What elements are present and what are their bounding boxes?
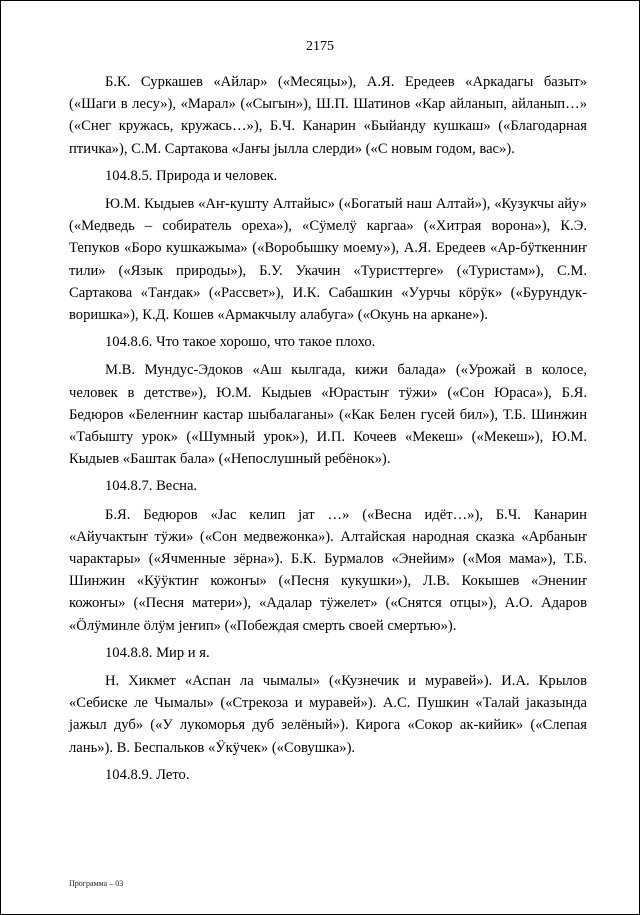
paragraph-world-works: Н. Хикмет «Аспан ла чымалы» («Кузнечик и муравей»). И.А. Крылов «Себиске ле Чымалы» («Стрекоза и муравей»). А.С. Пушкин «Талай јаказында јажыл дуб» («У лукоморья дуб зелёный»). Кирога «Сокор ак-кийик» («Слепая лань»). В. Беспальков «Ӱкӱчек» («Совушка»).: [69, 673, 587, 756]
section-heading-world-and-me: 104.8.8. Мир и я.: [105, 644, 210, 661]
page-number: 2175: [306, 39, 334, 54]
page-content: [69, 71, 587, 792]
section-heading-summer: 104.8.9. Лето.: [105, 766, 190, 783]
section-heading-good-bad: 104.8.6. Что такое хорошо, что такое плохо.: [105, 334, 376, 351]
paragraph-good-bad-works: М.В. Мундус-Эдоков «Аш кылгада, кижи балада» («Урожай в колосе, человек в детстве»), Ю.М. Кыдыев «Юрастыҥ тӱжи» («Сон Юраса»), Б.Я. Бедюров «Белеҥниҥ кастар шыбалаганы» («Как Белен гусей бил»), Т.Б. Шинжин «Табышту урок» («Шумный урок»), И.П. Кочеев «Мекеш» («Мекеш»), Ю.М. Кыдыев «Баштак бала» («Непослушный ребёнок»).: [69, 362, 587, 468]
page-footer: Программа – 03: [69, 879, 124, 888]
paragraph-nature-works: Ю.М. Кыдыев «Аҥ-кушту Алтайыс» («Богатый наш Алтай»), «Кузукчы айу» («Медведь – собиратель ореха»), «Сӱмелӱ каргаа» («Хитрая ворона»), К.Э. Тепуков «Боро кушкажыма» («Воробышку моему»), А.Я. Ередеев «Ар-бӱткенниҥ тили» («Язык природы»), Б.У. Укачин «Туристтерге» («Туристам»), С.М. Сартакова «Таҥдак» («Рассвет»), И.К. Сабашкин «Уурчы кӧрӱк» («Бурундук-воришка»), К.Д. Кошев «Армакчылу алабуга» («Окунь на аркане»).: [69, 196, 587, 324]
paragraph-spring-works: Б.Я. Бедюров «Јас келип јат …» («Весна идёт…»), Б.Ч. Канарин «Айучактыҥ тӱжи» («Сон медвежонка»). Алтайская народная сказка «Арбаныҥ чарактары» («Ячменные зёрна»). Б.К. Бурмалов «Энейим» («Моя мама»), Т.Б. Шинжин «Кӱӱктиҥ кожоҥы» («Песня кукушки»), Л.В. Кокышев «Энениҥ кожоҥы» («Песня матери»), «Адалар тӱжелет» («Снятся отцы»), А.О. Адаров «Ӧлӱминле ӧлӱм јеҥип» («Побеждая смерть своей смертью»).: [69, 506, 587, 634]
paragraph-authors-months: Б.К. Суркашев «Айлар» («Месяцы»), А.Я. Ередеев «Аркадагы базыт» («Шаги в лесу»), «Марал» («Сыгын»), Ш.П. Шатинов «Кар айланып, айланып…» («Снег кружась, кружась…»), Б.Ч. Канарин «Быйанду кушкаш» («Благодарная птичка»), С.М. Сартакова «Јаҥы јылла слерди» («С новым годом, вас»).: [69, 74, 587, 157]
section-heading-spring: 104.8.7. Весна.: [105, 478, 198, 495]
section-heading-nature: 104.8.5. Природа и человек.: [105, 167, 278, 184]
